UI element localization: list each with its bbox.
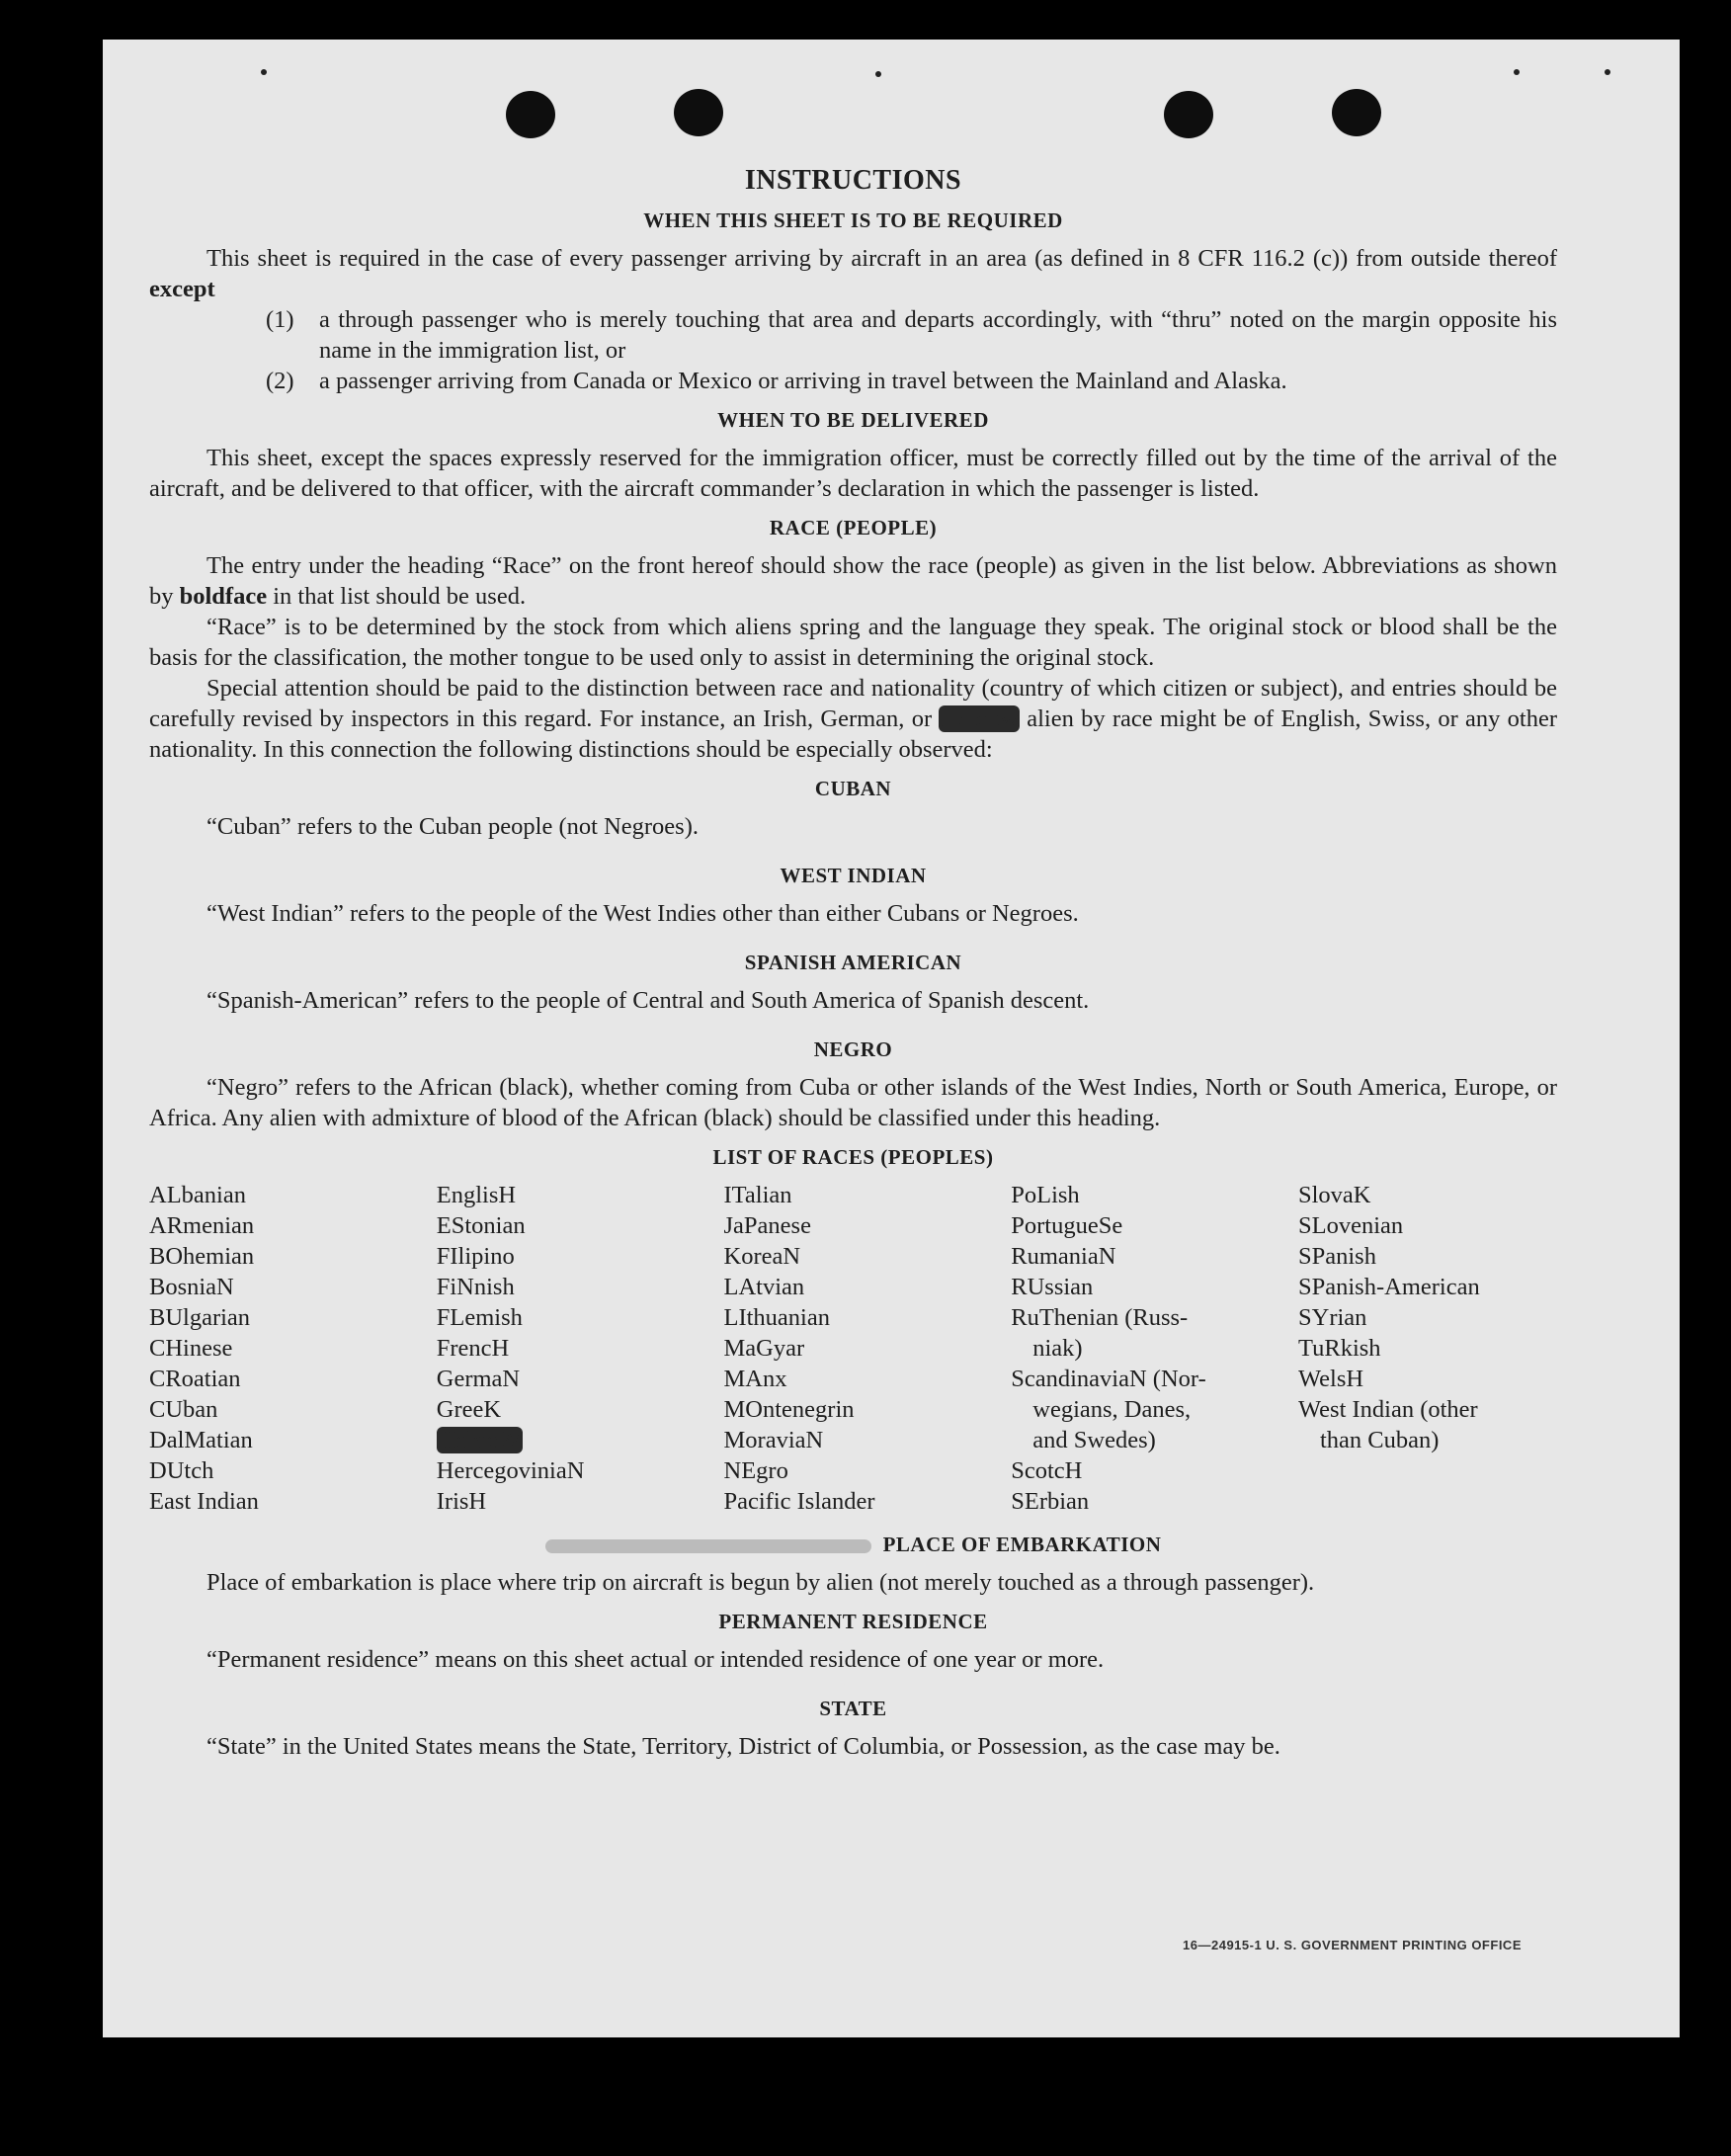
ink-smudge [545, 1539, 871, 1553]
printing-office-code: 16—24915-1 U. S. GOVERNMENT PRINTING OFFICE [1183, 1938, 1522, 1952]
list-item: MaGyar [723, 1335, 805, 1362]
list-item: East Indian [149, 1488, 259, 1515]
list-item: SLovenian [1298, 1212, 1404, 1239]
embarkation-text: Place of embarkation is place where trip on aircraft is begun by alien (not merely touched as a through passenger). [206, 1569, 1315, 1596]
list-item: DalMatian [149, 1427, 253, 1453]
list-item: DUtch [149, 1457, 214, 1484]
list-item: SlovaK [1298, 1182, 1371, 1208]
redacted-word: Hebrew [941, 705, 1018, 732]
list-item: SPanish [1298, 1243, 1376, 1270]
list-item: FLemish [436, 1304, 523, 1331]
list-item: ScandinaviaN (Nor- [1011, 1366, 1206, 1392]
list-item: EStonian [436, 1212, 526, 1239]
spanish-american-text: “Spanish-American” refers to the people of Central and South America of Spanish descent. [206, 987, 1090, 1014]
residence-text: “Permanent residence” means on this sheet actual or intended residence of one year or more. [206, 1646, 1105, 1673]
state-text: “State” in the United States means the State, Territory, District of Columbia, or Possession, as the case may be. [206, 1733, 1280, 1760]
race-column-3 [724, 1180, 1005, 1517]
section-heading-delivered: WHEN TO BE DELIVERED [717, 408, 989, 432]
exception-item-2: (2) a passenger arriving from Canada or Mexico or arriving in travel between the Mainland and Alaska. [266, 368, 1287, 394]
race-paragraph-2: “Race” is to be determined by the stock from which aliens spring and the language they speak. The original stock or blood shall be the basis for the classification, the mother tongue to be used only to assist in determining the original stock. [149, 614, 1557, 671]
list-item: FiNnish [436, 1274, 515, 1300]
race-column-1 [149, 1180, 430, 1517]
list-item: SPanish-American [1298, 1274, 1480, 1300]
list-item: ARmenian [149, 1212, 255, 1239]
list-item: RuThenian (Russ- [1011, 1304, 1189, 1331]
list-item: KoreaN [723, 1243, 801, 1270]
race-paragraph-1: The entry under the heading “Race” on the front hereof should show the race (people) as given in the list below. Abbreviations as shown by boldface in that list should be used. [149, 552, 1557, 610]
list-item: niak) [1032, 1335, 1083, 1362]
list-item: FrencH [436, 1335, 510, 1362]
list-item: BUlgarian [149, 1304, 251, 1331]
section-heading-list: LIST OF RACES (PEOPLES) [712, 1145, 994, 1169]
race-column-4 [1011, 1180, 1291, 1517]
list-item: LIthuanian [723, 1304, 830, 1331]
list-item: EnglisH [436, 1182, 517, 1208]
list-item: GreeK [436, 1396, 502, 1423]
punch-hole [506, 91, 555, 138]
required-intro: This sheet is required in the case of every passenger arriving by aircraft in an area (as defined in 8 CFR 116.2 (c)) from outside thereof except [149, 245, 1557, 302]
race-column-5 [1298, 1180, 1557, 1517]
punch-hole [1164, 91, 1213, 138]
section-heading-required: WHEN THIS SHEET IS TO BE REQUIRED [643, 208, 1063, 232]
list-item: WelsH [1298, 1366, 1364, 1392]
negro-text: “Negro” refers to the African (black), whether coming from Cuba or other islands of the West Indies, North or South America, Europe, or Africa. Any alien with admixture of blood of the African (black) should be classified under this heading. [149, 1074, 1557, 1131]
list-item: than Cuban) [1320, 1427, 1440, 1453]
list-item: IrisH [436, 1488, 487, 1515]
list-item: NEgro [723, 1457, 788, 1484]
list-item: TuRkish [1298, 1335, 1381, 1362]
list-item: ScotcH [1011, 1457, 1083, 1484]
list-item: CHinese [149, 1335, 233, 1362]
section-heading-embarkation: PLACE OF EMBARKATION [149, 1533, 1557, 1557]
list-item: wegians, Danes, [1032, 1396, 1192, 1423]
list-item: LAtvian [723, 1274, 805, 1300]
section-heading-spanish-american: SPANISH AMERICAN [744, 951, 962, 974]
section-heading-west-indian: WEST INDIAN [780, 864, 927, 887]
section-heading-state: STATE [819, 1697, 887, 1720]
ink-speck [875, 71, 881, 77]
list-item: MAnx [723, 1366, 787, 1392]
section-heading-race: RACE (PEOPLE) [769, 516, 938, 539]
list-item: ALbanian [149, 1182, 246, 1208]
document-page [103, 40, 1680, 2037]
section-heading-residence: PERMANENT RESIDENCE [718, 1610, 988, 1633]
except-bold: except [149, 276, 215, 302]
list-item: JaPanese [723, 1212, 811, 1239]
cuban-text: “Cuban” refers to the Cuban people (not Negroes). [206, 813, 699, 840]
punch-hole [1332, 89, 1381, 136]
instructions-body [149, 165, 1557, 1762]
list-item: Pacific Islander [723, 1488, 875, 1515]
ink-speck [1605, 69, 1610, 75]
list-item: West Indian (other [1298, 1396, 1478, 1423]
section-heading-cuban: CUBAN [814, 777, 892, 800]
list-item: SErbian [1011, 1488, 1090, 1515]
redacted-list-item: HebreW [438, 1427, 521, 1453]
list-item: MoraviaN [723, 1427, 824, 1453]
race-list [149, 1180, 1557, 1517]
list-item: PortugueSe [1011, 1212, 1123, 1239]
list-item: CUban [149, 1396, 218, 1423]
west-indian-text: “West Indian” refers to the people of the West Indies other than either Cubans or Negroes. [206, 900, 1079, 927]
page-title: INSTRUCTIONS [744, 165, 962, 196]
list-item: BosniaN [149, 1274, 234, 1300]
ink-speck [1514, 69, 1520, 75]
list-item: ITalian [723, 1182, 792, 1208]
list-item: RUssian [1011, 1274, 1094, 1300]
exception-item-1: (1) a through passenger who is merely touching that area and departs accordingly, with “thru” noted on the margin opposite his name in the immigration list, or [266, 306, 1557, 364]
race-column-2 [437, 1180, 717, 1517]
section-heading-negro: NEGRO [813, 1037, 893, 1061]
ink-speck [261, 69, 267, 75]
list-item: GermaN [436, 1366, 521, 1392]
list-item: MOntenegrin [723, 1396, 855, 1423]
punch-hole [674, 89, 723, 136]
list-item: CRoatian [149, 1366, 241, 1392]
race-paragraph-3: Special attention should be paid to the distinction between race and nationality (country of which citizen or subject), and entries should be carefully revised by inspectors in this regard. For instance, an Irish, German, or Hebrew alien by race might be of English, Swiss, or any other nationality. In this connection the following distinctions should be especially observed: [149, 675, 1558, 763]
list-item: BOhemian [149, 1243, 255, 1270]
list-item: and Swedes) [1032, 1427, 1156, 1453]
list-item: PoLish [1011, 1182, 1080, 1208]
list-item: HercegoviniaN [436, 1457, 585, 1484]
list-item: SYrian [1298, 1304, 1367, 1331]
delivered-text: This sheet, except the spaces expressly reserved for the immigration officer, must be correctly filled out by the time of the arrival of the aircraft, and be delivered to that officer, with the aircraft commander’s declaration in which the passenger is listed. [149, 445, 1557, 502]
list-item: FIlipino [436, 1243, 515, 1270]
list-item: RumaniaN [1011, 1243, 1116, 1270]
